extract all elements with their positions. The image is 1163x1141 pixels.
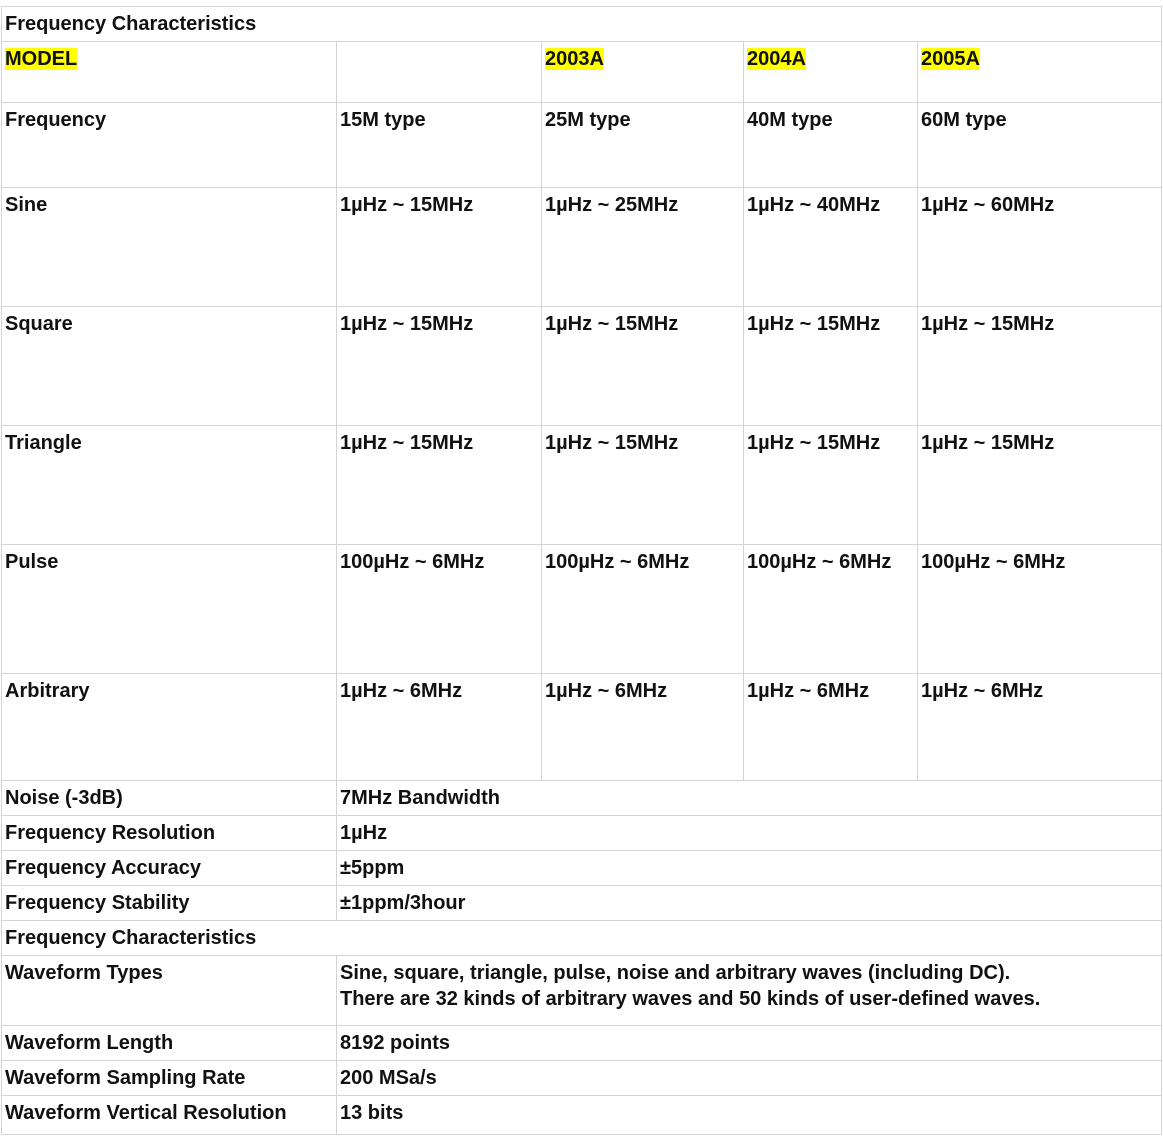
waveform-types-label: Waveform Types xyxy=(2,956,337,1026)
spec-row xyxy=(2,781,1162,816)
row-value: 1µHz ~ 15MHz xyxy=(744,307,918,426)
row-value: 1µHz ~ 6MHz xyxy=(542,674,744,781)
model-2003a-cell xyxy=(542,42,744,103)
model-2005a-label: 2005A xyxy=(921,48,980,70)
table-title-row xyxy=(2,7,1162,42)
row-value: 1µHz ~ 15MHz xyxy=(918,307,1162,426)
row-label: Triangle xyxy=(2,426,337,545)
waveform-length-label: Waveform Length xyxy=(2,1026,337,1061)
waveform-resolution-value: 13 bits xyxy=(337,1096,1162,1135)
row-value: 1µHz ~ 15MHz xyxy=(337,426,542,545)
spec-value: 1µHz xyxy=(337,816,1162,851)
waveform-resolution-label: Waveform Vertical Resolution xyxy=(2,1096,337,1135)
waveform-rate-label: Waveform Sampling Rate xyxy=(2,1061,337,1096)
row-value: 1µHz ~ 15MHz xyxy=(918,426,1162,545)
model-header-cell xyxy=(2,42,337,103)
spec-row xyxy=(2,1026,1162,1061)
row-value: 1µHz ~ 15MHz xyxy=(337,307,542,426)
table-row xyxy=(2,307,1162,426)
model-2005a-cell xyxy=(918,42,1162,103)
row-label: Frequency xyxy=(2,103,337,188)
row-label: Sine xyxy=(2,188,337,307)
table-row xyxy=(2,426,1162,545)
row-value: 100µHz ~ 6MHz xyxy=(918,545,1162,674)
row-value: 1µHz ~ 60MHz xyxy=(918,188,1162,307)
table-row xyxy=(2,103,1162,188)
model-2003a-label: 2003A xyxy=(545,48,604,70)
waveform-types-line-1: Sine, square, triangle, pulse, noise and arbitrary waves (including DC). xyxy=(340,962,1011,984)
row-label: Square xyxy=(2,307,337,426)
frequency-characteristics-table xyxy=(1,6,1162,1135)
row-value: 1µHz ~ 25MHz xyxy=(542,188,744,307)
table-row xyxy=(2,545,1162,674)
row-value: 1µHz ~ 15MHz xyxy=(744,426,918,545)
spec-value: ±1ppm/3hour xyxy=(337,886,1162,921)
table-row xyxy=(2,188,1162,307)
row-value: 40M type xyxy=(744,103,918,188)
row-value: 100µHz ~ 6MHz xyxy=(542,545,744,674)
row-label: Arbitrary xyxy=(2,674,337,781)
spec-label: Frequency Accuracy xyxy=(2,851,337,886)
row-value: 25M type xyxy=(542,103,744,188)
model-2004a-cell xyxy=(744,42,918,103)
row-value: 60M type xyxy=(918,103,1162,188)
waveform-types-line-2: There are 32 kinds of arbitrary waves and 50 kinds of user-defined waves. xyxy=(340,988,1041,1010)
spec-value: ±5ppm xyxy=(337,851,1162,886)
model-header-row xyxy=(2,42,1162,103)
waveform-types-value xyxy=(337,956,1162,1026)
section-title-row xyxy=(2,921,1162,956)
model-header-blank xyxy=(337,42,542,103)
spec-label: Frequency Resolution xyxy=(2,816,337,851)
row-value: 1µHz ~ 6MHz xyxy=(744,674,918,781)
row-value: 1µHz ~ 6MHz xyxy=(337,674,542,781)
spec-label: Noise (-3dB) xyxy=(2,781,337,816)
row-value: 100µHz ~ 6MHz xyxy=(337,545,542,674)
spec-row xyxy=(2,851,1162,886)
waveform-rate-value: 200 MSa/s xyxy=(337,1061,1162,1096)
spec-row xyxy=(2,816,1162,851)
spec-row xyxy=(2,886,1162,921)
table-row xyxy=(2,674,1162,781)
row-value: 15M type xyxy=(337,103,542,188)
row-value: 1µHz ~ 15MHz xyxy=(542,426,744,545)
row-value: 1µHz ~ 40MHz xyxy=(744,188,918,307)
model-header-label: MODEL xyxy=(5,48,78,70)
row-value: 1µHz ~ 15MHz xyxy=(337,188,542,307)
row-value: 1µHz ~ 6MHz xyxy=(918,674,1162,781)
row-value: 100µHz ~ 6MHz xyxy=(744,545,918,674)
model-2004a-label: 2004A xyxy=(747,48,806,70)
table-title: Frequency Characteristics xyxy=(2,7,1162,42)
spec-row xyxy=(2,1096,1162,1135)
waveform-length-value: 8192 points xyxy=(337,1026,1162,1061)
spec-row xyxy=(2,956,1162,1026)
spec-row xyxy=(2,1061,1162,1096)
section-title: Frequency Characteristics xyxy=(2,921,1162,956)
row-label: Pulse xyxy=(2,545,337,674)
spec-value: 7MHz Bandwidth xyxy=(337,781,1162,816)
spec-label: Frequency Stability xyxy=(2,886,337,921)
row-value: 1µHz ~ 15MHz xyxy=(542,307,744,426)
